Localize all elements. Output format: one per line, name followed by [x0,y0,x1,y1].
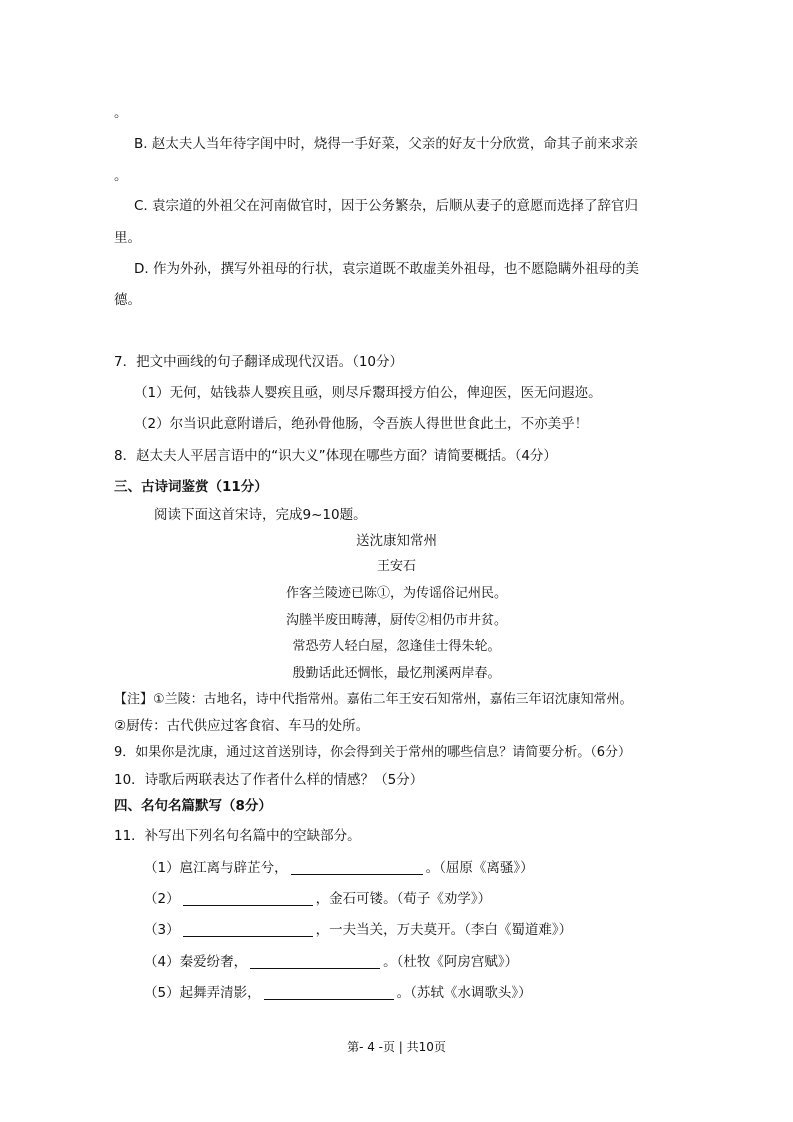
continuation-mark: 。 [114,105,128,121]
poem-title: 送沈康知常州 [356,533,437,549]
section-3-heading: 三、古诗词鉴赏（11分） [114,479,268,495]
option-c-line1: C. 袁宗道的外祖父在河南做官时，因于公务繁杂，后顺从妻子的意愿而选择了辞官归 [134,198,639,214]
question-8: 8．赵太夫人平居言语中的“识大义”体现在哪些方面？请简要概括。（4分） [114,448,557,464]
question-7-sentence-1: （1）无何，姑钱恭人婴疾且亟，则尽斥鬻珥授方伯公，俾迎医，医无问遐迩。 [134,385,602,401]
fill-blank-item-5 [144,983,532,1003]
question-9: 9．如果你是沈康，通过这首送别诗，你会得到关于常州的哪些信息？请简要分析。（6分） [114,745,632,760]
fill-blank-source: 。（屈原《离骚》） [425,860,534,876]
fill-blank-source: 。（苏轼《水调歌头》） [396,985,532,1001]
poem-line-1: 作客兰陵迹已陈①，为传谣俗记州民。 [285,586,507,601]
answer-blank[interactable] [264,985,394,1000]
answer-blank[interactable] [291,860,423,875]
poem-line-3: 常恐劳人轻白屋，忽逢佳士得朱轮。 [292,639,501,654]
page-footer: 第- 4 -页 | 共10页 [347,1040,446,1054]
section-4-heading: 四、名句名篇默写（8分） [114,798,272,814]
fill-blank-prompt: （3） [144,922,180,938]
fill-blank-source: 。（杜牧《阿房宫赋》） [383,954,519,970]
fill-blank-prompt: （4）秦爱纷奢， [144,954,248,970]
fill-blank-item-4 [144,952,518,972]
option-b-line1: B. 赵太夫人当年待字闺中时，烧得一手好菜，父亲的好友十分欣赏，命其子前来求亲 [134,136,638,152]
answer-blank[interactable] [250,954,380,969]
answer-blank[interactable] [183,922,313,937]
fill-blank-item-1 [144,858,534,878]
poem-line-4: 殷勤话此还惆怅，最忆荆溪两岸春。 [292,666,501,681]
poem-note-2: ②厨传：古代供应过客食宿、车马的处所。 [114,718,370,734]
poem-line-2: 沟塍半废田畴薄，厨传②相仍市井贫。 [285,613,507,628]
poem-note-1: 【注】①兰陵：古地名，诗中代指常州。嘉佑二年王安石知常州，嘉佑三年诏沈康知常州。 [114,692,633,707]
fill-blank-prompt: （1）扈江离与辟芷兮， [144,860,288,876]
question-7-stem: 7．把文中画线的句子翻译成现代汉语。（10分） [114,354,404,370]
fill-blank-source: ，一夫当关，万夫莫开。（李白《蜀道难》） [315,922,573,938]
fill-blank-prompt: （2） [144,891,180,907]
fill-blank-prompt: （5）起舞弄清影， [144,985,261,1001]
answer-blank[interactable] [183,891,313,906]
question-10: 10．诗歌后两联表达了作者什么样的情感？（5分） [114,772,424,788]
option-c-line2: 里。 [114,230,141,246]
option-d-line2: 德。 [114,292,141,308]
fill-blank-item-2 [144,889,491,909]
option-b-line2: 。 [114,168,128,184]
fill-blank-item-3 [144,920,572,940]
poem-intro: 阅读下面这首宋诗，完成9~10题。 [154,507,367,523]
question-7-sentence-2: （2）尔当识此意附谱后，绝孙骨他肠，令吾族人得世世食此土，不亦美乎！ [134,416,589,432]
question-11: 11．补写出下列名句名篇中的空缺部分。 [114,828,361,844]
option-d-line1: D. 作为外孙，撰写外祖母的行状，袁宗道既不敢虚美外祖母，也不愿隐瞒外祖母的美 [134,261,639,277]
poem-author: 王安石 [376,559,416,574]
fill-blank-source: ，金石可镂。（荀子《劝学》） [315,891,492,907]
